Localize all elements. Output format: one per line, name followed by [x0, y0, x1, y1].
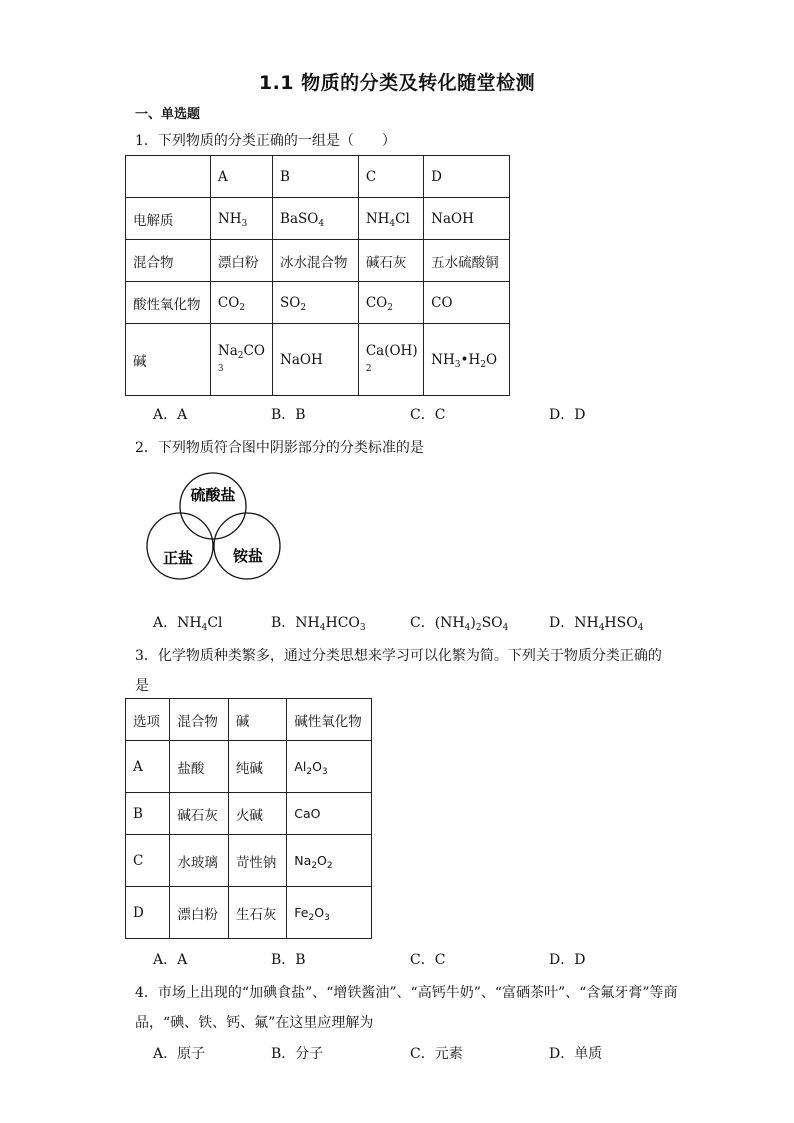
q1-cell: Ca(OH) 2 [358, 324, 423, 396]
q1-header-cell: B [273, 156, 359, 198]
q3-cell: 苛性钠 [228, 835, 286, 887]
q1-header-cell: A [210, 156, 272, 198]
question-4-stem-line1: 4．市场上出现的“加碘食盐”、“增铁酱油”、“高钙牛奶”、“富硒茶叶”、“含氟牙膏”等商 [135, 985, 678, 1001]
q1-cell: $CO_2$ [358, 282, 423, 324]
q1-cell: $Na_2CO$ 3 [210, 324, 272, 396]
venn-circle-normal-salt [147, 513, 213, 579]
q1-row-label: 电解质 [126, 198, 211, 240]
q4-option-d[interactable]: D．单质 [549, 1046, 603, 1062]
q1-row-label: 碱 [126, 324, 211, 396]
q1-cell: 冰水混合物 [273, 240, 359, 282]
venn-circle-sulfate [180, 473, 246, 539]
q1-option-b[interactable]: B．B [271, 407, 306, 423]
q1-cell: $NH_3•H_2O$ [424, 324, 510, 396]
venn-diagram [140, 470, 290, 585]
question-2-stem: 2．下列物质符合图中阴影部分的分类标准的是 [135, 440, 424, 456]
q3-cell: 生石灰 [228, 887, 286, 939]
q1-cell: BaSO$_4$ [273, 198, 359, 240]
q3-cell: B [126, 793, 170, 835]
q1-option-c[interactable]: C．C [410, 407, 446, 423]
q1-header-cell: D [424, 156, 510, 198]
q1-cell: 碱石灰 [358, 240, 423, 282]
page-title: 1.1 物质的分类及转化随堂检测 [258, 72, 536, 94]
q1-cell: 漂白粉 [210, 240, 272, 282]
q1-cell: NaOH [424, 198, 510, 240]
q1-cell: 五水硫酸铜 [424, 240, 510, 282]
q3-cell: 漂白粉 [170, 887, 228, 939]
venn-label-top: 硫酸盐 [190, 486, 236, 504]
q1-header-cell: C [358, 156, 423, 198]
q1-cell: $NH_3$ [210, 198, 272, 240]
q3-header-cell: 碱 [228, 699, 286, 741]
q3-cell: $Al_2O_3$ [287, 741, 372, 793]
venn-label-right: 铵盐 [232, 547, 264, 565]
q3-header-cell: 碱性氧化物 [287, 699, 372, 741]
q3-header-cell: 混合物 [170, 699, 228, 741]
q1-cell: $NH_4Cl$ [358, 198, 423, 240]
q1-option-a[interactable]: A．A [153, 407, 188, 423]
q3-cell: CaO [287, 793, 372, 835]
q1-cell: CO [424, 282, 510, 324]
q4-option-a[interactable]: A．原子 [153, 1046, 206, 1062]
q1-row-label: 混合物 [126, 240, 211, 282]
venn-circle-ammonium [214, 513, 280, 579]
q2-option-a[interactable]: A．$NH_4Cl$ [153, 615, 223, 633]
q3-header-cell: 选项 [126, 699, 170, 741]
q2-option-b[interactable]: B．$NH_4HCO_3$ [271, 615, 366, 633]
q1-cell: NaOH [273, 324, 359, 396]
venn-label-left: 正盐 [162, 549, 194, 567]
question-3-stem-line1: 3．化学物质种类繁多，通过分类思想来学习可以化繁为简。下列关于物质分类正确的 [135, 648, 662, 664]
question-4-stem-line2: 品，“碘、铁、钙、氟”在这里应理解为 [135, 1015, 374, 1031]
q1-cell: $SO_2$ [273, 282, 359, 324]
section-heading: 一、单选题 [135, 107, 201, 122]
q3-option-b[interactable]: B．B [271, 952, 306, 968]
q3-cell: 盐酸 [170, 741, 228, 793]
q3-cell: C [126, 835, 170, 887]
q3-cell: 纯碱 [228, 741, 286, 793]
q3-cell: 水玻璃 [170, 835, 228, 887]
q1-option-d[interactable]: D．D [549, 407, 586, 423]
q3-option-a[interactable]: A．A [153, 952, 188, 968]
question-3-table [125, 698, 372, 939]
question-1-table [125, 155, 510, 396]
q3-cell: 碱石灰 [170, 793, 228, 835]
q3-cell: 火碱 [228, 793, 286, 835]
q3-cell: A [126, 741, 170, 793]
q3-option-d[interactable]: D．D [549, 952, 586, 968]
question-1-stem: 1．下列物质的分类正确的一组是（ ） [135, 133, 396, 149]
question-3-stem-line2: 是 [135, 678, 149, 694]
q1-cell: $CO_2$ [210, 282, 272, 324]
q3-option-c[interactable]: C．C [410, 952, 446, 968]
q1-header-cell [126, 156, 211, 198]
q3-cell: D [126, 887, 170, 939]
q1-row-label: 酸性氧化物 [126, 282, 211, 324]
q3-cell: $Fe_2O_3$ [287, 887, 372, 939]
q4-option-b[interactable]: B．分子 [271, 1046, 324, 1062]
q2-option-c[interactable]: C．$(NH_4)_2SO_4$ [410, 615, 509, 633]
q3-cell: $Na_2O_2$ [287, 835, 372, 887]
q2-option-d[interactable]: D．$NH_4HSO_4$ [549, 615, 644, 633]
q4-option-c[interactable]: C．元素 [410, 1046, 463, 1062]
